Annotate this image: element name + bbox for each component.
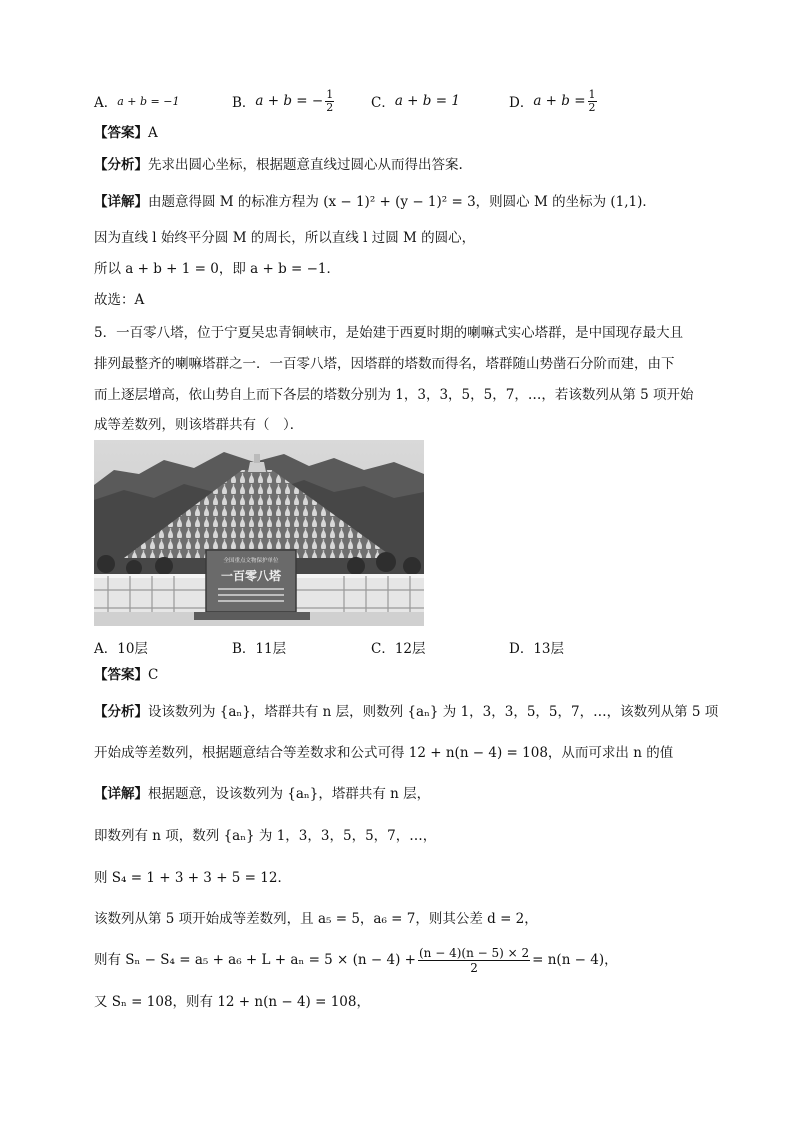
option-letter: A． [94,95,118,111]
q5-detail-line-5 [94,940,618,980]
q5-stem-line-1: 5．一百零八塔，位于宁夏吴忠青铜峡市，是始建于西夏时期的喇嘛式实心塔群，是中国现存最大且 [94,325,684,341]
fraction [325,89,334,114]
equation-left: 则有 Sₙ − S₄ = a₅ + a₆ + L + aₙ = 5 × (n − 4) + [94,952,416,968]
option-expression: a + b = − [255,93,324,109]
analysis-text: 先求出圆心坐标，根据题意直线过圆心从而得出答案. [148,157,463,173]
q5-stem-line-4: 成等差数列，则该塔群共有（ ）． [94,417,304,433]
q5-detail-line-3: 则 S₄ = 1 + 3 + 3 + 5 = 12． [94,870,291,886]
detail-tag: 【详解】 [94,786,148,802]
option-expression: a + b = −1 [117,94,180,108]
answer-value: C [148,667,159,683]
q5-option-c: C．12层 [371,641,426,657]
q5-option-b: B．11层 [232,641,287,657]
q4-detail-line-2: 因为直线 l 始终平分圆 M 的周长，所以直线 l 过圆 M 的圆心， [94,230,476,246]
option-letter: C． [371,95,395,111]
answer-value: A [148,125,158,141]
top-pagoda [248,462,266,472]
q5-detail-line-1 [94,784,430,804]
fraction-numerator: 1 [326,87,334,101]
fraction-numerator: (n − 4)(n − 5) × 2 [418,945,530,960]
fraction [418,946,530,975]
equation-right: = n(n − 4)， [532,952,618,968]
option-letter: B． [232,95,256,111]
answer-tag: 【答案】 [94,125,148,141]
detail-text: 根据题意，设该数列为 {aₙ}，塔群共有 n 层， [148,786,431,802]
q5-analysis-line-2: 开始成等差数列，根据题意结合等差数求和公式可得 12 + n(n − 4) = 108，从而可求出 n 的值 [94,745,674,761]
option-expression: a + b = [533,93,586,109]
q4-detail-line-1 [94,192,656,212]
option-letter: D． [509,95,534,111]
q5-detail-line-6: 又 Sₙ = 108，则有 12 + n(n − 4) = 108， [94,994,370,1010]
q5-options-row [94,630,714,664]
q5-detail-line-4: 该数列从第 5 项开始成等差数列，且 a₅ = 5，a₆ = 7，则其公差 d = 2， [94,911,538,927]
pagoda-photo [94,440,424,626]
fraction-denominator: 2 [470,960,478,975]
answer-tag: 【答案】 [94,667,148,683]
q5-answer [94,665,158,685]
q5-stem-line-2: 排列最整齐的喇嘛塔群之一．一百零八塔，因塔群的塔数而得名，塔群随山势凿石分阶而建，由下 [94,356,675,372]
stele-title: 一百零八塔 [220,569,282,583]
stele-heading: 全国重点文物保护单位 [223,558,279,564]
q4-conclusion: 故选：A [94,292,145,308]
analysis-tag: 【分析】 [94,704,148,720]
q4-answer [94,123,158,143]
q4-option-d [509,84,599,118]
q4-option-b [232,84,336,118]
q4-option-c [371,84,460,118]
q5-option-a: A．10层 [94,641,148,657]
fraction-denominator: 2 [588,100,596,114]
detail-text: 由题意得圆 M 的标准方程为 (x − 1)² + (y − 1)² = 3，则圆心 M 的坐标为 (1,1)． [148,194,656,210]
fraction-numerator: 1 [588,87,596,101]
detail-tag: 【详解】 [94,194,148,210]
fraction-denominator: 2 [326,100,334,114]
q4-detail-line-3: 所以 a + b + 1 = 0，即 a + b = −1． [94,261,341,277]
q4-analysis [94,155,463,175]
q4-option-a [94,84,180,118]
q5-stem-line-3: 而上逐层增高，依山势自上而下各层的塔数分别为 1，3，3，5，5，7，…，若该数列从第 5 项开始 [94,387,694,403]
q5-analysis-line-1 [94,702,718,722]
q5-detail-line-2: 即数列有 n 项，数列 {aₙ} 为 1，3，3，5，5，7，…， [94,828,437,844]
q4-options-row [94,84,714,118]
analysis-text: 设该数列为 {aₙ}，塔群共有 n 层，则数列 {aₙ} 为 1，3，3，5，5，7，…，该数列从第 5 项 [148,704,719,720]
option-expression: a + b = 1 [394,93,460,109]
fraction [588,89,597,114]
analysis-tag: 【分析】 [94,157,148,173]
q5-option-d: D．13层 [509,641,565,657]
